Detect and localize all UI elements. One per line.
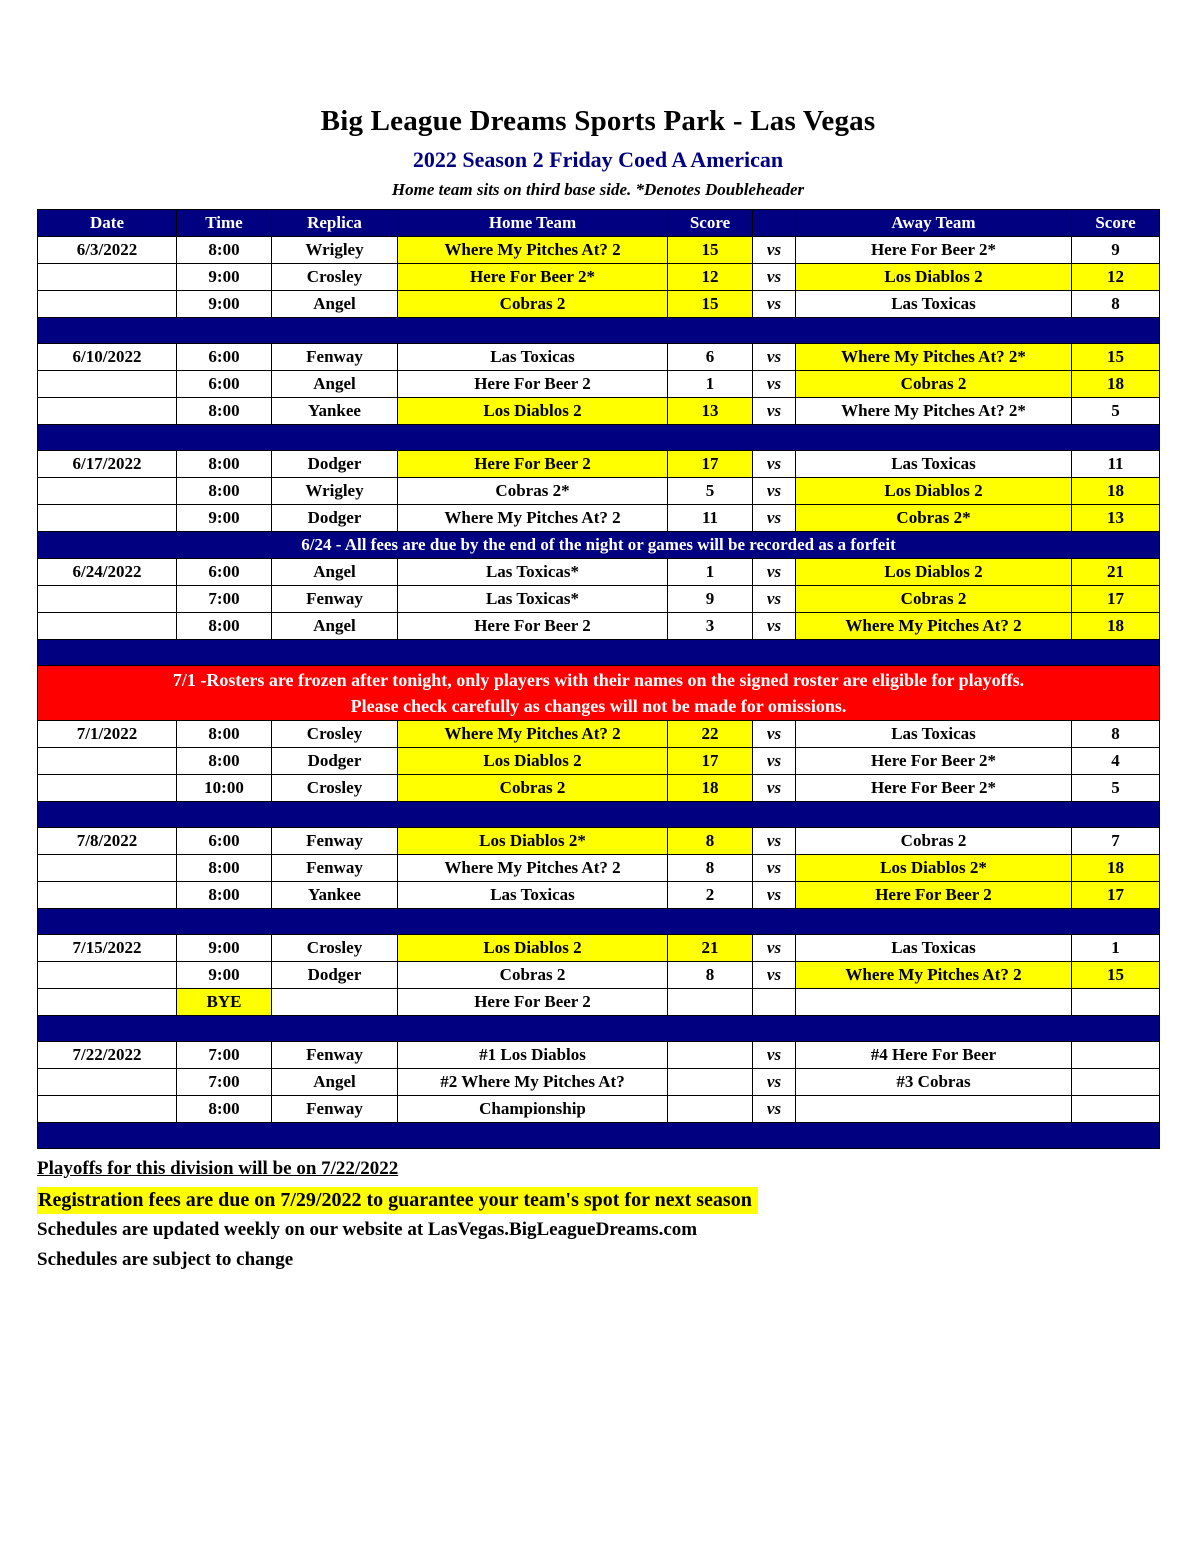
away-score-cell: 5 bbox=[1072, 775, 1160, 802]
schedule-table bbox=[37, 209, 1160, 1149]
separator-row bbox=[38, 425, 1160, 451]
footer-playoffs-note: Playoffs for this division will be on 7/22/2022 bbox=[37, 1158, 399, 1179]
date-cell: 7/1/2022 bbox=[38, 721, 177, 748]
home-team-cell: Cobras 2 bbox=[398, 775, 668, 802]
replica-cell: Fenway bbox=[272, 344, 398, 371]
away-score-cell bbox=[1072, 989, 1160, 1016]
away-score-cell: 1 bbox=[1072, 935, 1160, 962]
footer bbox=[37, 1158, 1159, 1271]
home-team-cell: Cobras 2* bbox=[398, 478, 668, 505]
vs-cell: vs bbox=[753, 237, 796, 264]
away-score-cell: 13 bbox=[1072, 505, 1160, 532]
table-header bbox=[38, 210, 1160, 237]
replica-cell: Angel bbox=[272, 371, 398, 398]
date-cell bbox=[38, 371, 177, 398]
header-away-team: Away Team bbox=[796, 210, 1072, 237]
date-cell: 6/17/2022 bbox=[38, 451, 177, 478]
date-cell bbox=[38, 989, 177, 1016]
home-score-cell: 1 bbox=[668, 559, 753, 586]
away-score-cell: 11 bbox=[1072, 451, 1160, 478]
home-team-cell: Las Toxicas bbox=[398, 882, 668, 909]
time-cell: 8:00 bbox=[177, 882, 272, 909]
home-team-cell: Los Diablos 2 bbox=[398, 748, 668, 775]
game-row bbox=[38, 451, 1160, 478]
home-score-cell: 13 bbox=[668, 398, 753, 425]
time-cell: 8:00 bbox=[177, 855, 272, 882]
away-team-cell: #4 Here For Beer bbox=[796, 1042, 1072, 1069]
home-team-cell: Here For Beer 2 bbox=[398, 613, 668, 640]
home-team-cell: Las Toxicas bbox=[398, 344, 668, 371]
replica-cell: Dodger bbox=[272, 962, 398, 989]
home-score-cell bbox=[668, 1096, 753, 1123]
away-score-cell: 15 bbox=[1072, 344, 1160, 371]
home-score-cell: 15 bbox=[668, 237, 753, 264]
home-team-cell: #1 Los Diablos bbox=[398, 1042, 668, 1069]
game-row bbox=[38, 775, 1160, 802]
time-cell: 8:00 bbox=[177, 451, 272, 478]
home-team-cell: Where My Pitches At? 2 bbox=[398, 505, 668, 532]
away-score-cell: 17 bbox=[1072, 882, 1160, 909]
home-score-cell bbox=[668, 1069, 753, 1096]
time-cell: 9:00 bbox=[177, 962, 272, 989]
footer-registration-note: Registration fees are due on 7/29/2022 to guarantee your team's spot for next season bbox=[37, 1187, 758, 1214]
vs-cell: vs bbox=[753, 371, 796, 398]
time-cell: BYE bbox=[177, 989, 272, 1016]
separator-cell bbox=[38, 640, 1160, 666]
vs-cell: vs bbox=[753, 451, 796, 478]
game-row bbox=[38, 586, 1160, 613]
date-cell: 7/15/2022 bbox=[38, 935, 177, 962]
date-cell bbox=[38, 613, 177, 640]
red-banner-text: 7/1 -Rosters are frozen after tonight, only players with their names on the signed roster are eligible for playoffs. Please check carefully as changes will not be made for omissions. bbox=[38, 666, 1160, 721]
replica-cell: Dodger bbox=[272, 748, 398, 775]
time-cell: 6:00 bbox=[177, 344, 272, 371]
away-team-cell: Cobras 2 bbox=[796, 828, 1072, 855]
away-team-cell: Los Diablos 2 bbox=[796, 478, 1072, 505]
replica-cell: Fenway bbox=[272, 586, 398, 613]
home-score-cell: 22 bbox=[668, 721, 753, 748]
time-cell: 8:00 bbox=[177, 721, 272, 748]
away-score-cell: 18 bbox=[1072, 613, 1160, 640]
vs-cell: vs bbox=[753, 882, 796, 909]
away-score-cell bbox=[1072, 1069, 1160, 1096]
home-score-cell: 3 bbox=[668, 613, 753, 640]
home-score-cell: 11 bbox=[668, 505, 753, 532]
date-cell bbox=[38, 398, 177, 425]
replica-cell: Fenway bbox=[272, 855, 398, 882]
replica-cell: Dodger bbox=[272, 505, 398, 532]
header-away-score: Score bbox=[1072, 210, 1160, 237]
vs-cell: vs bbox=[753, 721, 796, 748]
home-team-cell: Here For Beer 2 bbox=[398, 989, 668, 1016]
date-cell bbox=[38, 291, 177, 318]
page-subtitle: 2022 Season 2 Friday Coed A American bbox=[412, 147, 784, 172]
header-home-score: Score bbox=[668, 210, 753, 237]
replica-cell: Crosley bbox=[272, 264, 398, 291]
away-team-cell: Las Toxicas bbox=[796, 935, 1072, 962]
home-score-cell bbox=[668, 989, 753, 1016]
away-score-cell: 21 bbox=[1072, 559, 1160, 586]
home-team-cell: Here For Beer 2 bbox=[398, 371, 668, 398]
game-row bbox=[38, 237, 1160, 264]
game-row bbox=[38, 989, 1160, 1016]
separator-cell bbox=[38, 802, 1160, 828]
separator-row bbox=[38, 909, 1160, 935]
away-team-cell: Las Toxicas bbox=[796, 291, 1072, 318]
separator-row bbox=[38, 802, 1160, 828]
away-team-cell: Here For Beer 2 bbox=[796, 882, 1072, 909]
time-cell: 8:00 bbox=[177, 478, 272, 505]
navy-banner-text: 6/24 - All fees are due by the end of the night or games will be recorded as a forfeit bbox=[38, 532, 1160, 559]
red-banner-row bbox=[38, 666, 1160, 721]
home-score-cell: 17 bbox=[668, 451, 753, 478]
replica-cell: Crosley bbox=[272, 721, 398, 748]
separator-cell bbox=[38, 909, 1160, 935]
replica-cell: Yankee bbox=[272, 398, 398, 425]
date-cell bbox=[38, 1069, 177, 1096]
page-note: Home team sits on third base side. *Denotes Doubleheader bbox=[391, 180, 805, 199]
vs-cell: vs bbox=[753, 586, 796, 613]
vs-cell: vs bbox=[753, 962, 796, 989]
date-cell bbox=[38, 505, 177, 532]
time-cell: 7:00 bbox=[177, 586, 272, 613]
home-team-cell: Here For Beer 2 bbox=[398, 451, 668, 478]
game-row bbox=[38, 1042, 1160, 1069]
vs-cell: vs bbox=[753, 478, 796, 505]
date-cell: 7/22/2022 bbox=[38, 1042, 177, 1069]
vs-cell: vs bbox=[753, 828, 796, 855]
home-score-cell: 17 bbox=[668, 748, 753, 775]
time-cell: 6:00 bbox=[177, 828, 272, 855]
home-score-cell: 8 bbox=[668, 962, 753, 989]
away-score-cell: 8 bbox=[1072, 291, 1160, 318]
footer-website-note: Schedules are updated weekly on our website at LasVegas.BigLeagueDreams.com bbox=[37, 1219, 698, 1240]
page-title: Big League Dreams Sports Park - Las Vegas bbox=[320, 105, 876, 137]
replica-cell: Fenway bbox=[272, 1042, 398, 1069]
home-score-cell: 18 bbox=[668, 775, 753, 802]
date-cell: 6/24/2022 bbox=[38, 559, 177, 586]
home-score-cell: 9 bbox=[668, 586, 753, 613]
table-body bbox=[38, 237, 1160, 1149]
away-team-cell: Cobras 2 bbox=[796, 371, 1072, 398]
home-team-cell: Cobras 2 bbox=[398, 291, 668, 318]
game-row bbox=[38, 505, 1160, 532]
home-team-cell: Where My Pitches At? 2 bbox=[398, 237, 668, 264]
date-cell bbox=[38, 882, 177, 909]
vs-cell: vs bbox=[753, 775, 796, 802]
vs-cell: vs bbox=[753, 291, 796, 318]
game-row bbox=[38, 1069, 1160, 1096]
separator-row bbox=[38, 318, 1160, 344]
away-team-cell: Here For Beer 2* bbox=[796, 237, 1072, 264]
date-cell: 7/8/2022 bbox=[38, 828, 177, 855]
replica-cell: Angel bbox=[272, 613, 398, 640]
vs-cell: vs bbox=[753, 1069, 796, 1096]
replica-cell: Yankee bbox=[272, 882, 398, 909]
date-cell bbox=[38, 962, 177, 989]
vs-cell: vs bbox=[753, 505, 796, 532]
home-score-cell bbox=[668, 1042, 753, 1069]
home-score-cell: 1 bbox=[668, 371, 753, 398]
game-row bbox=[38, 371, 1160, 398]
away-team-cell: Where My Pitches At? 2 bbox=[796, 962, 1072, 989]
time-cell: 8:00 bbox=[177, 1096, 272, 1123]
header-vs bbox=[753, 210, 796, 237]
time-cell: 7:00 bbox=[177, 1069, 272, 1096]
away-team-cell bbox=[796, 1096, 1072, 1123]
header-replica: Replica bbox=[272, 210, 398, 237]
date-cell bbox=[38, 478, 177, 505]
replica-cell: Dodger bbox=[272, 451, 398, 478]
time-cell: 7:00 bbox=[177, 1042, 272, 1069]
time-cell: 8:00 bbox=[177, 398, 272, 425]
away-score-cell: 5 bbox=[1072, 398, 1160, 425]
time-cell: 6:00 bbox=[177, 371, 272, 398]
game-row bbox=[38, 559, 1160, 586]
away-score-cell: 15 bbox=[1072, 962, 1160, 989]
away-team-cell: Where My Pitches At? 2* bbox=[796, 398, 1072, 425]
time-cell: 9:00 bbox=[177, 291, 272, 318]
home-score-cell: 2 bbox=[668, 882, 753, 909]
away-score-cell: 7 bbox=[1072, 828, 1160, 855]
home-team-cell: Where My Pitches At? 2 bbox=[398, 855, 668, 882]
home-team-cell: #2 Where My Pitches At? bbox=[398, 1069, 668, 1096]
away-score-cell: 18 bbox=[1072, 478, 1160, 505]
away-team-cell: Here For Beer 2* bbox=[796, 775, 1072, 802]
replica-cell: Wrigley bbox=[272, 237, 398, 264]
vs-cell: vs bbox=[753, 748, 796, 775]
time-cell: 8:00 bbox=[177, 613, 272, 640]
time-cell: 9:00 bbox=[177, 935, 272, 962]
away-team-cell: #3 Cobras bbox=[796, 1069, 1072, 1096]
away-score-cell: 12 bbox=[1072, 264, 1160, 291]
vs-cell: vs bbox=[753, 613, 796, 640]
date-cell bbox=[38, 748, 177, 775]
away-team-cell: Where My Pitches At? 2* bbox=[796, 344, 1072, 371]
replica-cell: Crosley bbox=[272, 935, 398, 962]
home-team-cell: Los Diablos 2 bbox=[398, 398, 668, 425]
replica-cell: Crosley bbox=[272, 775, 398, 802]
game-row bbox=[38, 828, 1160, 855]
home-score-cell: 15 bbox=[668, 291, 753, 318]
header-time: Time bbox=[177, 210, 272, 237]
vs-cell: vs bbox=[753, 398, 796, 425]
vs-cell: vs bbox=[753, 1042, 796, 1069]
vs-cell: vs bbox=[753, 1096, 796, 1123]
game-row bbox=[38, 398, 1160, 425]
away-team-cell: Here For Beer 2* bbox=[796, 748, 1072, 775]
separator-cell bbox=[38, 318, 1160, 344]
home-team-cell: Here For Beer 2* bbox=[398, 264, 668, 291]
navy-banner-row bbox=[38, 532, 1160, 559]
game-row bbox=[38, 882, 1160, 909]
game-row bbox=[38, 935, 1160, 962]
home-team-cell: Las Toxicas* bbox=[398, 559, 668, 586]
time-cell: 9:00 bbox=[177, 505, 272, 532]
game-row bbox=[38, 478, 1160, 505]
separator-cell bbox=[38, 1016, 1160, 1042]
home-score-cell: 6 bbox=[668, 344, 753, 371]
home-team-cell: Las Toxicas* bbox=[398, 586, 668, 613]
home-team-cell: Championship bbox=[398, 1096, 668, 1123]
home-score-cell: 8 bbox=[668, 855, 753, 882]
away-score-cell: 18 bbox=[1072, 371, 1160, 398]
replica-cell: Fenway bbox=[272, 1096, 398, 1123]
away-team-cell: Los Diablos 2 bbox=[796, 264, 1072, 291]
away-team-cell: Los Diablos 2 bbox=[796, 559, 1072, 586]
time-cell: 10:00 bbox=[177, 775, 272, 802]
home-score-cell: 5 bbox=[668, 478, 753, 505]
away-team-cell bbox=[796, 989, 1072, 1016]
home-team-cell: Where My Pitches At? 2 bbox=[398, 721, 668, 748]
header-row bbox=[38, 210, 1160, 237]
away-team-cell: Las Toxicas bbox=[796, 721, 1072, 748]
separator-row bbox=[38, 640, 1160, 666]
date-cell bbox=[38, 1096, 177, 1123]
date-cell bbox=[38, 586, 177, 613]
away-score-cell bbox=[1072, 1096, 1160, 1123]
time-cell: 9:00 bbox=[177, 264, 272, 291]
game-row bbox=[38, 748, 1160, 775]
home-team-cell: Los Diablos 2 bbox=[398, 935, 668, 962]
game-row bbox=[38, 613, 1160, 640]
away-score-cell: 8 bbox=[1072, 721, 1160, 748]
game-row bbox=[38, 291, 1160, 318]
game-row bbox=[38, 962, 1160, 989]
replica-cell: Wrigley bbox=[272, 478, 398, 505]
time-cell: 6:00 bbox=[177, 559, 272, 586]
separator-cell bbox=[38, 1123, 1160, 1149]
away-team-cell: Las Toxicas bbox=[796, 451, 1072, 478]
game-row bbox=[38, 855, 1160, 882]
away-score-cell: 9 bbox=[1072, 237, 1160, 264]
away-team-cell: Los Diablos 2* bbox=[796, 855, 1072, 882]
away-score-cell: 17 bbox=[1072, 586, 1160, 613]
away-team-cell: Where My Pitches At? 2 bbox=[796, 613, 1072, 640]
away-score-cell: 18 bbox=[1072, 855, 1160, 882]
away-team-cell: Cobras 2 bbox=[796, 586, 1072, 613]
separator-cell bbox=[38, 425, 1160, 451]
away-score-cell: 4 bbox=[1072, 748, 1160, 775]
replica-cell bbox=[272, 989, 398, 1016]
date-cell bbox=[38, 855, 177, 882]
time-cell: 8:00 bbox=[177, 748, 272, 775]
home-score-cell: 21 bbox=[668, 935, 753, 962]
replica-cell: Angel bbox=[272, 291, 398, 318]
time-cell: 8:00 bbox=[177, 237, 272, 264]
vs-cell: vs bbox=[753, 344, 796, 371]
game-row bbox=[38, 721, 1160, 748]
vs-cell bbox=[753, 989, 796, 1016]
header-home-team: Home Team bbox=[398, 210, 668, 237]
date-cell: 6/3/2022 bbox=[38, 237, 177, 264]
separator-row bbox=[38, 1016, 1160, 1042]
date-cell: 6/10/2022 bbox=[38, 344, 177, 371]
date-cell bbox=[38, 775, 177, 802]
vs-cell: vs bbox=[753, 935, 796, 962]
vs-cell: vs bbox=[753, 855, 796, 882]
vs-cell: vs bbox=[753, 264, 796, 291]
separator-row bbox=[38, 1123, 1160, 1149]
replica-cell: Angel bbox=[272, 1069, 398, 1096]
game-row bbox=[38, 344, 1160, 371]
header-date: Date bbox=[38, 210, 177, 237]
game-row bbox=[38, 1096, 1160, 1123]
home-score-cell: 12 bbox=[668, 264, 753, 291]
replica-cell: Angel bbox=[272, 559, 398, 586]
vs-cell: vs bbox=[753, 559, 796, 586]
date-cell bbox=[38, 264, 177, 291]
replica-cell: Fenway bbox=[272, 828, 398, 855]
game-row bbox=[38, 264, 1160, 291]
home-score-cell: 8 bbox=[668, 828, 753, 855]
footer-subject-note: Schedules are subject to change bbox=[37, 1249, 294, 1270]
home-team-cell: Los Diablos 2* bbox=[398, 828, 668, 855]
home-team-cell: Cobras 2 bbox=[398, 962, 668, 989]
away-team-cell: Cobras 2* bbox=[796, 505, 1072, 532]
away-score-cell bbox=[1072, 1042, 1160, 1069]
